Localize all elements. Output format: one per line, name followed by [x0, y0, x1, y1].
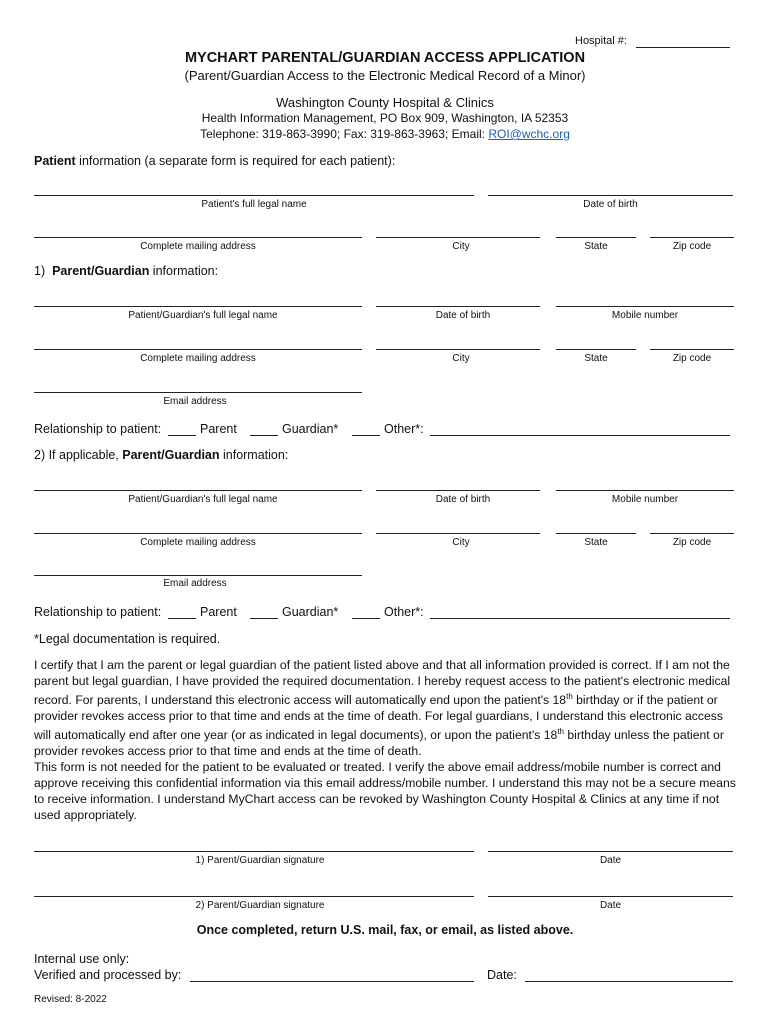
signature1-date-label: Date	[599, 855, 622, 866]
guardian1-parent-blank[interactable]	[168, 435, 196, 436]
guardian2-parent-blank[interactable]	[168, 618, 196, 619]
guardian1-city-field[interactable]	[376, 349, 540, 350]
legal-note: *Legal documentation is required.	[34, 632, 221, 646]
signature1-label: 1) Parent/Guardian signature	[195, 855, 325, 866]
guardian2-zip-label: Zip code	[672, 537, 712, 548]
guardian1-dob-label: Date of birth	[435, 310, 491, 321]
patient-dob-label: Date of birth	[583, 199, 638, 210]
guardian1-name-label: Patient/Guardian's full legal name	[128, 310, 278, 321]
guardian2-guardian-option: Guardian*	[282, 605, 339, 619]
guardian1-mobile-field[interactable]	[556, 306, 734, 307]
guardian2-other-blank[interactable]	[352, 618, 380, 619]
guardian1-zip-field[interactable]	[650, 349, 734, 350]
guardian1-state-label: State	[584, 353, 608, 364]
guardian2-state-label: State	[584, 537, 608, 548]
patient-zip-field[interactable]	[650, 237, 734, 238]
return-note: Once completed, return U.S. mail, fax, or email, as listed above.	[196, 923, 574, 937]
guardian2-zip-field[interactable]	[650, 533, 734, 534]
guardian1-other-blank[interactable]	[352, 435, 380, 436]
guardian2-email-field[interactable]	[34, 575, 362, 576]
guardian1-relationship-label: Relationship to patient:	[34, 422, 162, 436]
guardian2-dob-label: Date of birth	[435, 494, 491, 505]
signature2-date-field[interactable]	[488, 896, 733, 897]
guardian2-mobile-field[interactable]	[556, 490, 734, 491]
guardian2-address-field[interactable]	[34, 533, 362, 534]
patient-address-field[interactable]	[34, 237, 362, 238]
signature2-field[interactable]	[34, 896, 474, 897]
patient-state-field[interactable]	[556, 237, 636, 238]
internal-date-label: Date:	[487, 968, 517, 982]
guardian1-guardian-option: Guardian*	[282, 422, 339, 436]
guardian1-zip-label: Zip code	[672, 353, 712, 364]
verified-label: Verified and processed by:	[34, 968, 182, 982]
guardian1-heading: 1) Parent/Guardian information:	[34, 264, 219, 278]
guardian1-state-field[interactable]	[556, 349, 636, 350]
signature1-date-field[interactable]	[488, 851, 733, 852]
patient-city-field[interactable]	[376, 237, 540, 238]
guardian1-name-field[interactable]	[34, 306, 362, 307]
patient-heading: Patient information (a separate form is required for each patient):	[34, 154, 396, 168]
guardian2-state-field[interactable]	[556, 533, 636, 534]
guardian1-address-label: Complete mailing address	[140, 353, 256, 364]
signature2-date-label: Date	[599, 900, 622, 911]
guardian1-email-label: Email address	[163, 396, 227, 407]
patient-address-label: Complete mailing address	[140, 241, 256, 252]
guardian2-city-label: City	[452, 537, 470, 548]
signature2-label: 2) Parent/Guardian signature	[195, 900, 325, 911]
org-name: Washington County Hospital & Clinics	[276, 95, 494, 110]
consent-paragraph: This form is not needed for the patient to be evaluated or treated. I verify the above email address/mobile number is correct and approve receiving this confidential information via this email address/mobile number. I understand this may not be a secure means to receive information. I understand MyChart access can be revoked by Washington County Hospital & Clinics at any time if not used appropriately.	[34, 760, 736, 822]
guardian2-other-option: Other*:	[384, 605, 424, 619]
internal-date-field[interactable]	[525, 981, 733, 982]
email-link[interactable]: ROI@wchc.org	[488, 127, 570, 141]
guardian2-parent-option: Parent	[200, 605, 237, 619]
hospital-number-field[interactable]	[636, 47, 730, 48]
patient-zip-label: Zip code	[672, 241, 712, 252]
guardian2-address-label: Complete mailing address	[140, 537, 256, 548]
page-title: MYCHART PARENTAL/GUARDIAN ACCESS APPLICATION	[184, 50, 586, 66]
guardian2-relationship-label: Relationship to patient:	[34, 605, 162, 619]
verified-field[interactable]	[190, 981, 474, 982]
signature1-field[interactable]	[34, 851, 474, 852]
patient-name-label: Patient's full legal name	[201, 199, 307, 210]
guardian1-other-option: Other*:	[384, 422, 424, 436]
patient-state-label: State	[584, 241, 608, 252]
guardian1-mobile-label: Mobile number	[611, 310, 679, 321]
certify-paragraph: I certify that I am the parent or legal guardian of the patient listed above and that all information provided is correct. If I am not the parent but legal guardian, I have provided the required documentation. I hereby request access to the patient's electronic medical record. For parents, I understand this electronic access will automatically end upon the patient's 18th birthday or if the patient or provider revokes access prior to that time and ends at the time of death. For legal guardians, I understand this electronic access will automatically end after one year (or as indicated in legal documents), or upon the patient's 18th birthday unless the patient or provider revokes access prior to that time and ends at the time of death.	[34, 658, 731, 759]
org-contact	[0, 127, 770, 141]
guardian2-other-field[interactable]	[430, 618, 730, 619]
contact-text: Telephone: 319-863-3990; Fax: 319-863-3963; Email:	[200, 127, 485, 141]
guardian2-mobile-label: Mobile number	[611, 494, 679, 505]
guardian1-dob-field[interactable]	[376, 306, 540, 307]
guardian2-email-label: Email address	[163, 578, 227, 589]
guardian2-guardian-blank[interactable]	[250, 618, 278, 619]
patient-dob-field[interactable]	[488, 195, 733, 196]
guardian1-other-field[interactable]	[430, 435, 730, 436]
guardian2-dob-field[interactable]	[376, 490, 540, 491]
internal-use-heading: Internal use only:	[34, 952, 130, 966]
guardian1-email-field[interactable]	[34, 392, 362, 393]
guardian1-address-field[interactable]	[34, 349, 362, 350]
org-address: Health Information Management, PO Box 909, Washington, IA 52353	[201, 111, 569, 125]
hospital-number-label: Hospital #:	[575, 35, 627, 47]
guardian1-city-label: City	[452, 353, 470, 364]
guardian2-heading: 2) If applicable, Parent/Guardian information:	[34, 448, 289, 462]
revised-date: Revised: 8-2022	[34, 994, 107, 1005]
page-subtitle: (Parent/Guardian Access to the Electronic Medical Record of a Minor)	[184, 68, 586, 83]
guardian1-guardian-blank[interactable]	[250, 435, 278, 436]
patient-name-field[interactable]	[34, 195, 474, 196]
guardian1-parent-option: Parent	[200, 422, 237, 436]
guardian2-name-label: Patient/Guardian's full legal name	[128, 494, 278, 505]
patient-city-label: City	[452, 241, 470, 252]
guardian2-name-field[interactable]	[34, 490, 362, 491]
guardian2-city-field[interactable]	[376, 533, 540, 534]
